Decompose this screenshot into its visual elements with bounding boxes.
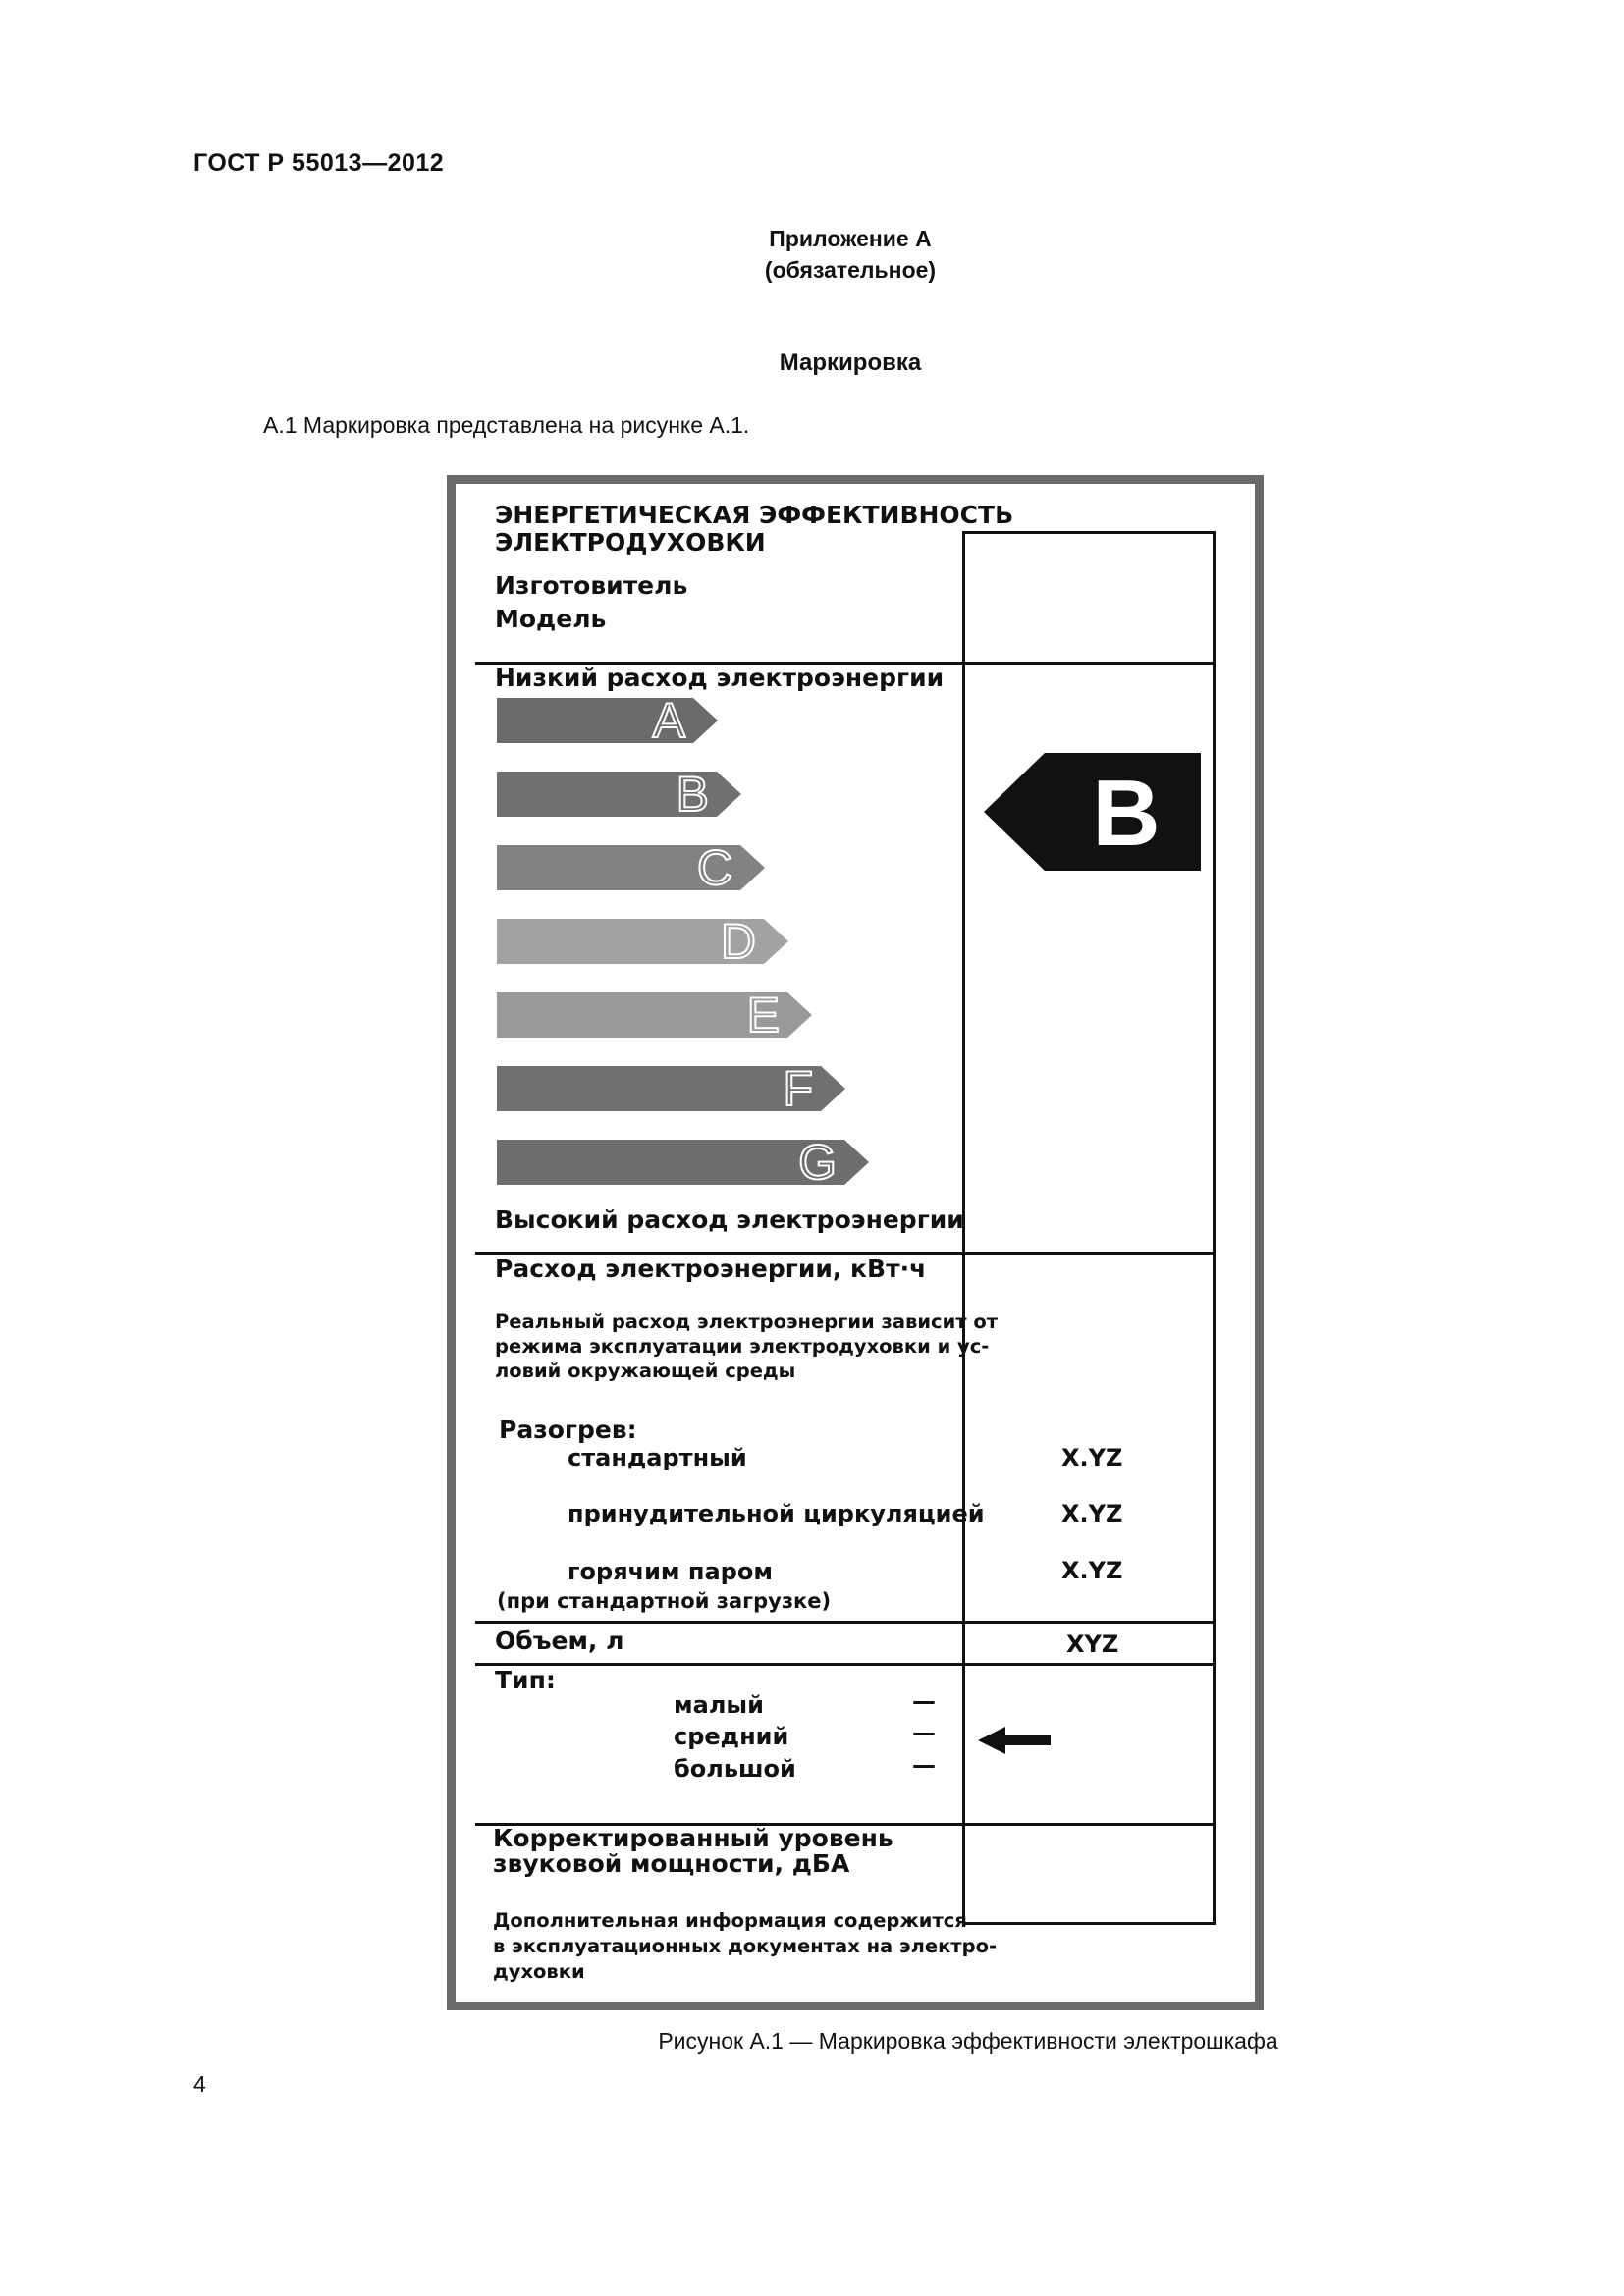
type-medium-dash: — (912, 1719, 936, 1746)
type-label: Тип: (495, 1666, 556, 1694)
heating-mode-forced: принудительной циркуляцией (568, 1500, 985, 1527)
heating-value-steam: X.YZ (1061, 1557, 1123, 1584)
document-header: ГОСТ Р 55013—2012 (193, 149, 445, 177)
heating-label: Разогрев: (499, 1415, 637, 1444)
low-consumption-label: Низкий расход электроэнергии (495, 664, 945, 692)
selected-class-letter: B (1092, 761, 1161, 866)
consumption-note-line3: ловий окружающей среды (495, 1360, 796, 1382)
separator-volume (475, 1663, 1216, 1666)
extra-info-line3: духовки (493, 1960, 585, 1983)
type-medium: средний (674, 1723, 789, 1750)
selected-type-arrow-icon (976, 1723, 1055, 1758)
appendix-title: Приложение А (769, 226, 932, 251)
paragraph: А.1 Маркировка представлена на рисунке А.1. (263, 412, 750, 438)
figure-caption: Рисунок А.1 — Маркировка эффективности электрошкафа (658, 2028, 1278, 2054)
class-bar-letter-g: G (798, 1135, 837, 1190)
class-bar-letter-c: C (696, 840, 732, 895)
class-bar-letter-d: D (720, 914, 756, 969)
appendix-status: (обязательное) (764, 257, 937, 283)
high-consumption-label: Высокий расход электроэнергии (495, 1205, 964, 1234)
heating-value-standard: X.YZ (1061, 1444, 1123, 1471)
consumption-header: Расход электроэнергии, кВт·ч (495, 1255, 927, 1283)
type-small: малый (674, 1691, 764, 1719)
noise-label-line2: звуковой мощности, дБА (493, 1849, 850, 1878)
volume-value: XYZ (1066, 1630, 1119, 1658)
class-bar-letter-e: E (746, 988, 780, 1042)
extra-info-line2: в эксплуатационных документах на электро- (493, 1935, 998, 1957)
heating-mode-steam: горячим паром (568, 1558, 773, 1585)
consumption-note-line2: режима эксплуатации электродуховки и ус- (495, 1335, 990, 1358)
right-column-bottom-border (962, 1922, 1216, 1925)
manufacturer-label: Изготовитель (495, 571, 688, 600)
page-number: 4 (193, 2071, 206, 2097)
heating-value-forced: X.YZ (1061, 1500, 1123, 1527)
noise-label-line1: Корректированный уровень (493, 1824, 893, 1852)
type-large-dash: — (912, 1751, 936, 1779)
type-small-dash: — (912, 1687, 936, 1715)
consumption-note-line1: Реальный расход электроэнергии зависит от (495, 1310, 999, 1333)
class-bar-letter-a: A (652, 693, 685, 748)
load-note: (при стандартной загрузке) (497, 1589, 832, 1613)
label-title-line1: ЭНЕРГЕТИЧЕСКАЯ ЭФФЕКТИВНОСТЬ (495, 501, 1014, 529)
class-scale (456, 484, 1237, 1269)
selected-class-arrow (984, 753, 1201, 871)
model-label: Модель (495, 605, 607, 633)
label-title-line2: ЭЛЕКТРОДУХОВКИ (495, 528, 766, 557)
section-title: Маркировка (779, 349, 922, 376)
energy-label (447, 475, 1264, 2010)
volume-label: Объем, л (495, 1627, 624, 1655)
type-large: большой (674, 1755, 796, 1783)
separator-consumption (475, 1621, 1216, 1624)
class-bar-letter-f: F (783, 1061, 813, 1116)
class-bar-letter-b: B (676, 767, 709, 822)
extra-info-line1: Дополнительная информация содержится (493, 1909, 967, 1932)
heating-mode-standard: стандартный (568, 1444, 747, 1471)
